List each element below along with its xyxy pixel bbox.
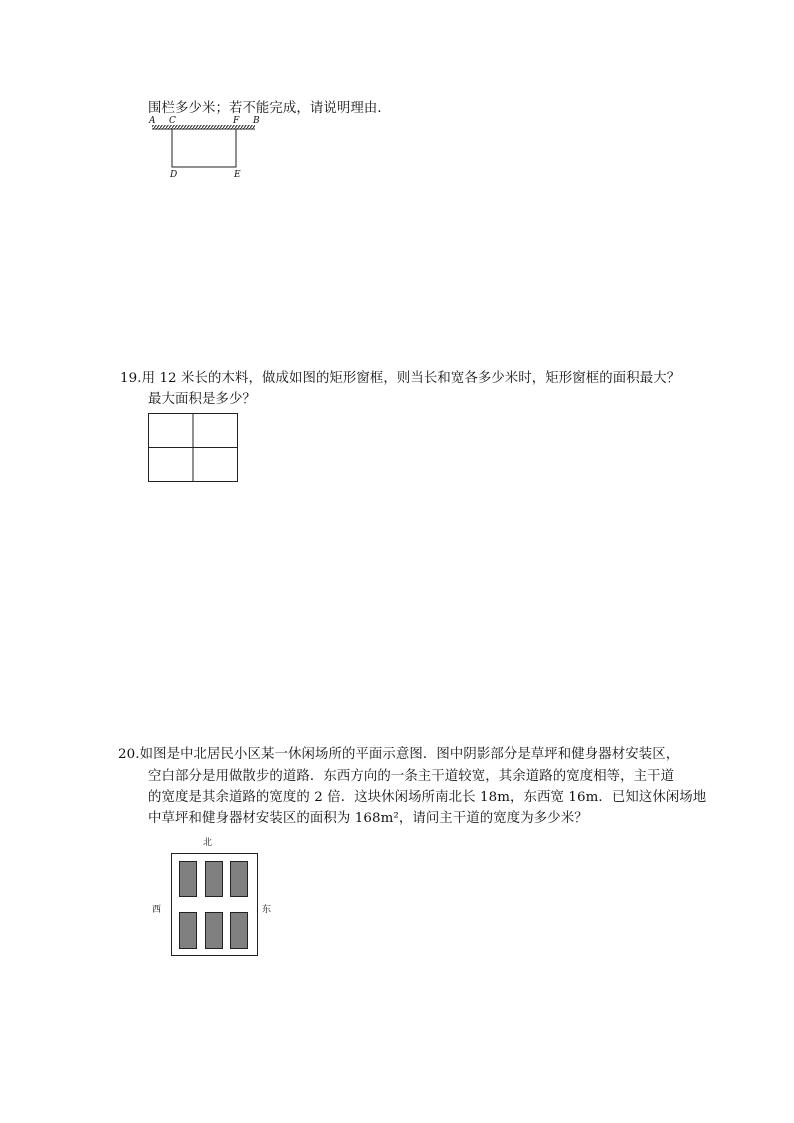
- q18-text-line: 围栏多少米；若不能完成，请说明理由．: [148, 101, 391, 116]
- shaded-area-top-2: [206, 862, 223, 897]
- q20-text-line-4: 中草坪和健身器材安装区的面积为 168m²，请问主干道的宽度为多少米？: [148, 811, 588, 826]
- label-c: C: [169, 116, 176, 126]
- north-label: 北: [203, 838, 213, 848]
- fence-rectangle: [172, 129, 236, 167]
- q20-text-line-1: 20.如图是中北居民小区某一休闲场所的平面示意图．图中阴影部分是草坪和健身器材安装区，: [118, 747, 680, 762]
- label-e: E: [234, 170, 241, 180]
- shaded-area-top-1: [180, 862, 197, 897]
- label-b: B: [253, 116, 260, 126]
- west-label: 西: [152, 905, 162, 915]
- q20-park-plan-figure: [148, 833, 278, 959]
- q20-text-line-2: 空白部分是用做散步的道路．东西方向的一条主干道较宽，其余道路的宽度相等，主干道: [148, 769, 675, 784]
- shaded-areas: [180, 862, 248, 949]
- shaded-area-top-3: [231, 862, 248, 897]
- q18-fence-figure: [145, 112, 285, 182]
- q19-text-line-1: 19.用 12 米长的木料，做成如图的矩形窗框，则当长和宽各多少米时，矩形窗框的面积最大？: [120, 371, 681, 386]
- q19-window-frame-figure: [146, 411, 240, 484]
- label-d: D: [170, 170, 178, 180]
- q20-text-line-3: 的宽度是其余道路的宽度的 2 倍．这块休闲场所南北长 18m，东西宽 16m．已知这休闲场地: [148, 790, 707, 805]
- wall-hatching: [152, 125, 255, 129]
- label-f: F: [233, 116, 240, 126]
- east-label: 东: [262, 905, 272, 915]
- label-a: A: [149, 116, 156, 126]
- shaded-area-bottom-2: [206, 913, 223, 949]
- shaded-area-bottom-3: [231, 913, 248, 949]
- shaded-area-bottom-1: [180, 913, 197, 949]
- q19-text-line-2: 最大面积是多少？: [148, 392, 256, 407]
